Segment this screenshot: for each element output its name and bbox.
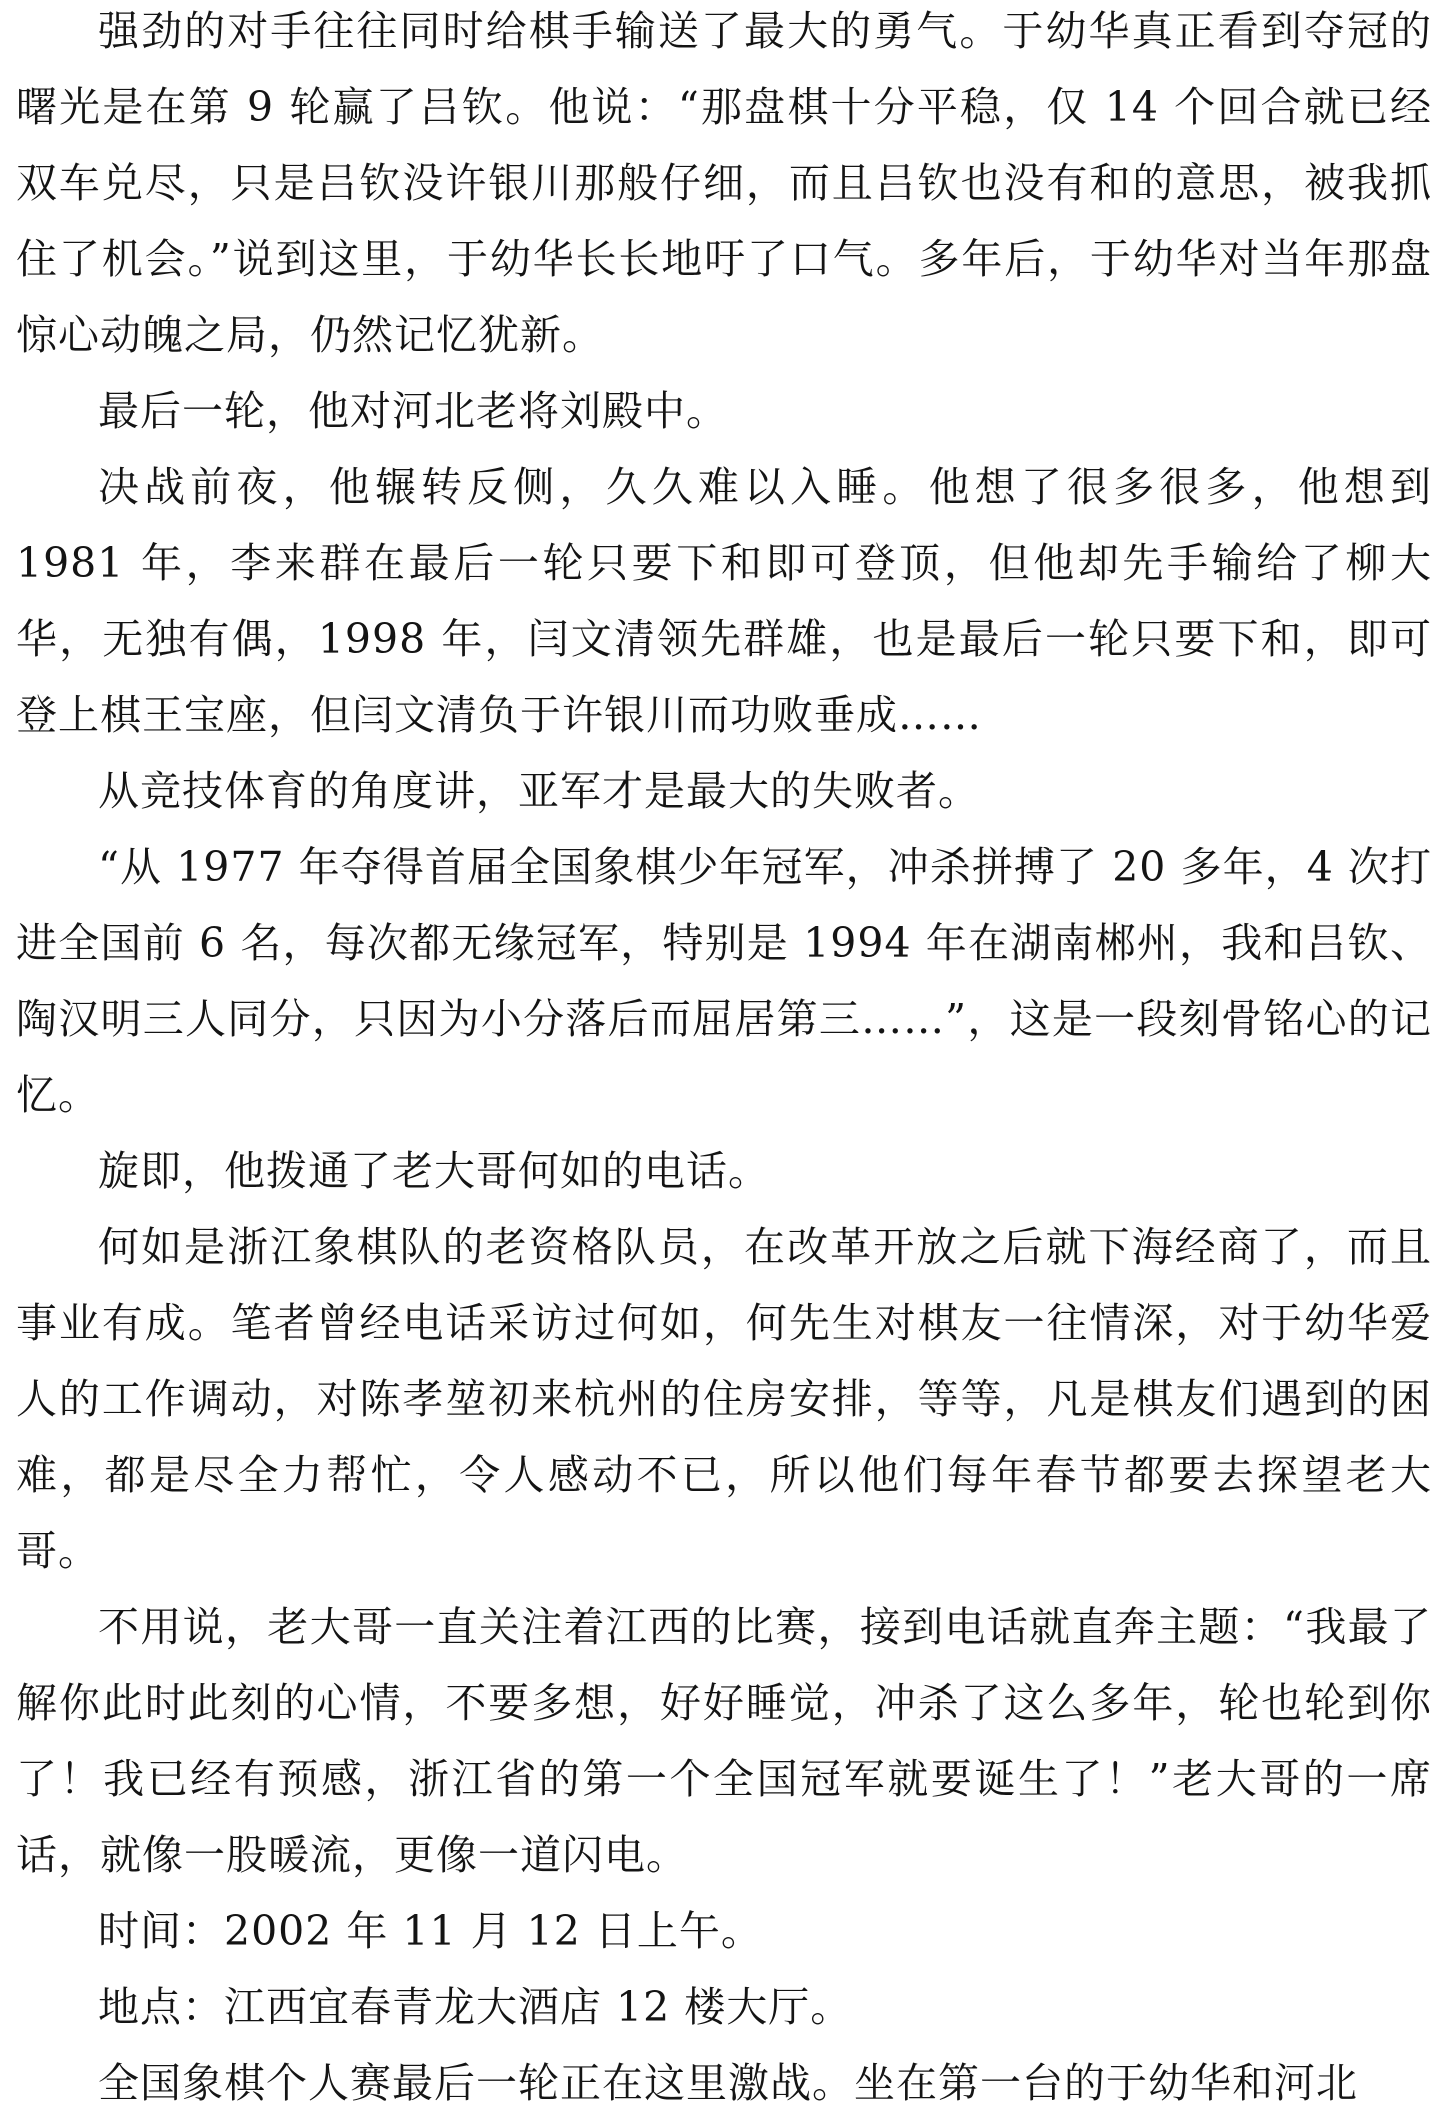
document-page <box>16 0 1432 2111</box>
paragraph-10: 地点：江西宜春青龙大酒店 12 楼大厅。 <box>98 1983 853 2031</box>
paragraph-2: 最后一轮，他对河北老将刘殿中。 <box>98 387 728 435</box>
paragraph-5: “从 1977 年夺得首届全国象棋少年冠军，冲杀拼搏了 20 多年，4 次打进全国前 6 名，每次都无缘冠军，特别是 1994 年在湖南郴州，我和吕钦、陶汉明三人同分，只因为小分落后而屈居第三……”，这是一段刻骨铭心的记忆。 <box>16 843 1432 1119</box>
paragraph-1: 强劲的对手往往同时给棋手输送了最大的勇气。于幼华真正看到夺冠的曙光是在第 9 轮赢了吕钦。他说：“那盘棋十分平稳，仅 14 个回合就已经双车兑尽，只是吕钦没许银川那般仔细，而且吕钦也没有和的意思，被我抓住了机会。”说到这里，于幼华长长地吁了口气。多年后，于幼华对当年那盘惊心动魄之局，仍然记忆犹新。 <box>16 7 1432 359</box>
paragraph-8: 不用说，老大哥一直关注着江西的比赛，接到电话就直奔主题：“我最了解你此时此刻的心情，不要多想，好好睡觉，冲杀了这么多年，轮也轮到你了！我已经有预感，浙江省的第一个全国冠军就要诞生了！”老大哥的一席话，就像一股暖流，更像一道闪电。 <box>16 1603 1432 1879</box>
paragraph-7: 何如是浙江象棋队的老资格队员，在改革开放之后就下海经商了，而且事业有成。笔者曾经电话采访过何如，何先生对棋友一往情深，对于幼华爱人的工作调动，对陈孝堃初来杭州的住房安排，等等，凡是棋友们遇到的困难，都是尽全力帮忙，令人感动不已，所以他们每年春节都要去探望老大哥。 <box>16 1223 1432 1575</box>
paragraph-9: 时间：2002 年 11 月 12 日上午。 <box>98 1907 763 1955</box>
paragraph-11: 全国象棋个人赛最后一轮正在这里激战。坐在第一台的于幼华和河北 <box>98 2059 1358 2107</box>
paragraph-6: 旋即，他拨通了老大哥何如的电话。 <box>98 1147 770 1195</box>
paragraph-4: 从竞技体育的角度讲，亚军才是最大的失败者。 <box>98 767 980 815</box>
paragraph-3: 决战前夜，他辗转反侧，久久难以入睡。他想了很多很多，他想到 1981 年，李来群在最后一轮只要下和即可登顶，但他却先手输给了柳大华，无独有偶，1998 年，闫文清领先群雄，也是最后一轮只要下和，即可登上棋王宝座，但闫文清负于许银川而功败垂成…… <box>16 463 1432 739</box>
